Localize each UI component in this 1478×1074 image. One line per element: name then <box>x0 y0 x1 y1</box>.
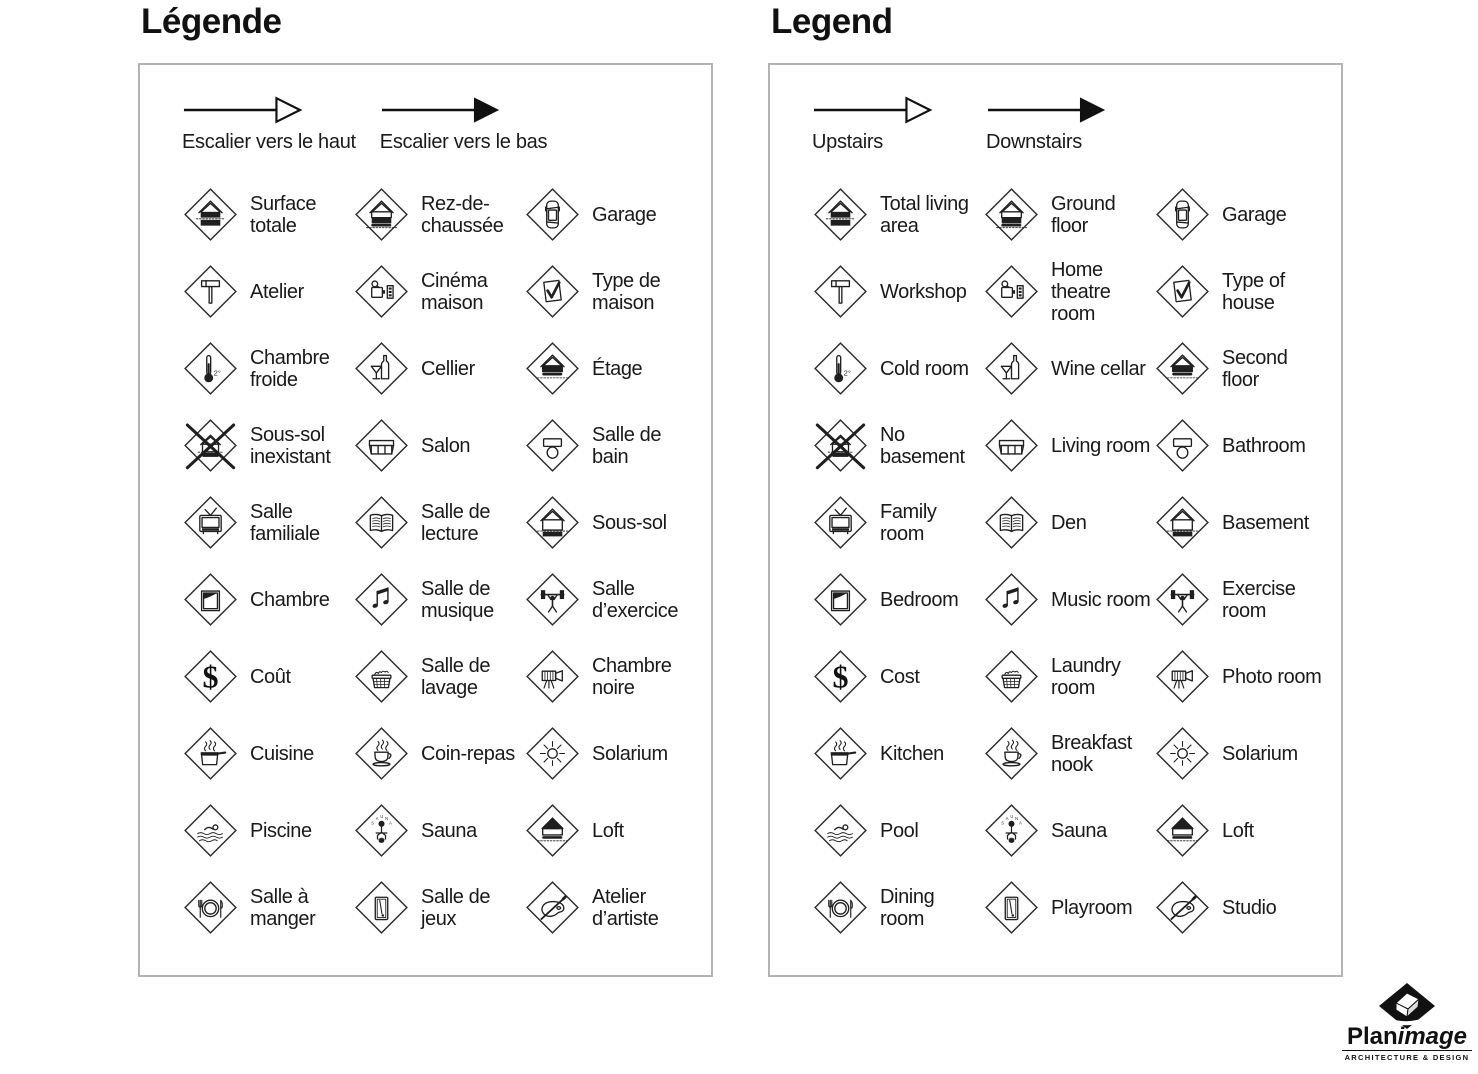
house-basement-icon <box>1154 494 1211 551</box>
legend-item-label: Music room <box>1051 588 1151 611</box>
legend-item <box>1154 484 1325 561</box>
legend-item <box>812 253 983 330</box>
legend-item-label: Solarium <box>592 742 668 765</box>
legend-item <box>1154 253 1325 330</box>
legend-item <box>182 792 353 869</box>
stair-arrow-label: Escalier vers le haut <box>182 131 356 153</box>
legend-item <box>524 330 695 407</box>
legend-item-label: Workshop <box>880 280 967 303</box>
legend-item <box>1154 792 1325 869</box>
legend-item-label: Salle à manger <box>250 885 316 930</box>
legend-item <box>983 869 1154 946</box>
legend-item <box>353 561 524 638</box>
svg-text:2°: 2° <box>843 368 851 378</box>
svg-text:A: A <box>389 820 392 826</box>
house-basement-icon <box>524 494 581 551</box>
plate-cutlery-icon <box>812 879 869 936</box>
svg-text:A: A <box>1019 820 1022 826</box>
sauna-person-icon <box>983 802 1040 859</box>
legend-item-label: Piscine <box>250 819 312 842</box>
crossed-basement-house-icon <box>182 417 239 474</box>
legend-item-label: Garage <box>592 203 657 226</box>
legend-item <box>812 715 983 792</box>
legend-item <box>1154 176 1325 253</box>
legend-item <box>983 407 1154 484</box>
legend-item-label: Den <box>1051 511 1087 534</box>
legend-item-label: Salle de lecture <box>421 500 491 545</box>
legend-title-fr: Légende <box>141 2 282 41</box>
laundry-basket-icon <box>353 648 410 705</box>
legend-item <box>983 330 1154 407</box>
legend-item <box>812 176 983 253</box>
svg-text:A: A <box>1005 815 1009 821</box>
legend-item <box>353 638 524 715</box>
legend-item <box>524 176 695 253</box>
dollar-sign-icon <box>182 648 239 705</box>
svg-text:2°: 2° <box>213 368 221 378</box>
wine-bottle-glass-icon <box>983 340 1040 397</box>
svg-text:$: $ <box>202 658 219 695</box>
legend-item-label: Sauna <box>421 819 477 842</box>
stair-arrow-item <box>812 95 962 154</box>
weightlifter-icon <box>1154 571 1211 628</box>
legend-item-label: Wine cellar <box>1051 357 1146 380</box>
stair-arrow-label: Downstairs <box>986 131 1082 153</box>
crossed-basement-house-icon <box>812 417 869 474</box>
legend-item-label: Pool <box>880 819 919 842</box>
legend-item <box>524 253 695 330</box>
house-second-floor-icon <box>524 340 581 397</box>
legend-item-label: Chambre froide <box>250 346 330 391</box>
legend-item-label: Bedroom <box>880 588 959 611</box>
legend-item <box>1154 638 1325 715</box>
legend-item <box>812 407 983 484</box>
toilet-icon <box>1154 417 1211 474</box>
billiard-table-icon <box>353 879 410 936</box>
legend-item <box>524 638 695 715</box>
svg-text:S: S <box>371 820 374 826</box>
checked-box-icon <box>524 263 581 320</box>
legend-item <box>524 484 695 561</box>
legend-title-en: Legend <box>771 2 893 41</box>
thermometer-icon <box>812 340 869 397</box>
legend-item <box>812 561 983 638</box>
legend-item <box>353 869 524 946</box>
coffee-cup-icon <box>353 725 410 782</box>
brand-plan: Plan <box>1346 1023 1398 1050</box>
stair-arrows-row <box>140 65 711 154</box>
svg-text:N: N <box>385 815 389 821</box>
legend-item <box>983 561 1154 638</box>
legend-item-label: Exercise room <box>1222 577 1296 622</box>
legend-item-label: Salle de lavage <box>421 654 491 699</box>
legend-item-label: Living room <box>1051 434 1150 457</box>
film-projector-icon <box>983 263 1040 320</box>
legend-item <box>353 407 524 484</box>
legend-item-label: Sous-sol <box>592 511 667 534</box>
brand-image: image <box>1397 1023 1468 1050</box>
stair-arrow-label: Upstairs <box>812 131 883 153</box>
legend-item-label: Sauna <box>1051 819 1107 842</box>
legend-item <box>983 638 1154 715</box>
legend-item-label: Surface totale <box>250 192 317 237</box>
open-book-icon <box>353 494 410 551</box>
legend-item <box>812 484 983 561</box>
steaming-pot-icon <box>182 725 239 782</box>
legend-item <box>983 715 1154 792</box>
music-notes-icon <box>983 571 1040 628</box>
legend-item-label: Breakfast nook <box>1051 731 1132 776</box>
legend-item <box>983 484 1154 561</box>
legend-item <box>1154 407 1325 484</box>
legend-item-label: Photo room <box>1222 665 1322 688</box>
svg-text:U: U <box>1010 814 1014 820</box>
television-icon <box>812 494 869 551</box>
legend-item <box>182 869 353 946</box>
legend-item <box>524 792 695 869</box>
plate-cutlery-icon <box>182 879 239 936</box>
legend-item <box>353 792 524 869</box>
legend-item-label: Salle de bain <box>592 423 662 468</box>
thermometer-icon <box>182 340 239 397</box>
legend-item-label: Second floor <box>1222 346 1288 391</box>
swimmer-icon <box>182 802 239 859</box>
legend-item-label: Studio <box>1222 896 1277 919</box>
house-all-floors-icon <box>182 186 239 243</box>
legend-item <box>812 869 983 946</box>
weightlifter-icon <box>524 571 581 628</box>
legend-item <box>983 792 1154 869</box>
legend-item <box>182 484 353 561</box>
stairs-up-arrow-icon <box>812 95 934 125</box>
sun-icon <box>524 725 581 782</box>
legend-item <box>524 561 695 638</box>
legend-item-label: Cold room <box>880 357 969 380</box>
legend-item <box>182 561 353 638</box>
film-projector-icon <box>353 263 410 320</box>
legend-item-label: No basement <box>880 423 965 468</box>
artist-palette-icon <box>1154 879 1211 936</box>
legend-item-label: Garage <box>1222 203 1287 226</box>
open-book-icon <box>983 494 1040 551</box>
sofa-icon <box>353 417 410 474</box>
legend-item-label: Kitchen <box>880 742 944 765</box>
legend-item-label: Loft <box>1222 819 1254 842</box>
legend-item-label: Cuisine <box>250 742 314 765</box>
legend-item <box>182 176 353 253</box>
legend-item-label: Cost <box>880 665 920 688</box>
sun-icon <box>1154 725 1211 782</box>
svg-text:$: $ <box>832 658 849 695</box>
legend-box-fr <box>138 63 713 977</box>
legend-item <box>353 253 524 330</box>
stair-arrows-row <box>770 65 1341 154</box>
legend-item <box>524 715 695 792</box>
stair-arrow-item <box>380 95 547 154</box>
planimage-brand <box>1336 1023 1478 1050</box>
legend-item <box>812 638 983 715</box>
house-loft-icon <box>524 802 581 859</box>
sauna-person-icon <box>353 802 410 859</box>
legend-item-label: Coin-repas <box>421 742 515 765</box>
steaming-pot-icon <box>812 725 869 782</box>
legend-item-label: Rez-de-chaussée <box>421 192 504 237</box>
dollar-sign-icon <box>812 648 869 705</box>
legend-item-label: Salle de musique <box>421 577 494 622</box>
legend-item <box>524 869 695 946</box>
legend-item-label: Solarium <box>1222 742 1298 765</box>
music-notes-icon <box>353 571 410 628</box>
car-top-view-icon <box>1154 186 1211 243</box>
legend-item <box>182 638 353 715</box>
legend-item-label: Loft <box>592 819 624 842</box>
legend-item-label: Étage <box>592 357 643 380</box>
legend-item <box>182 715 353 792</box>
legend-item <box>983 176 1154 253</box>
legend-item-label: Dining room <box>880 885 935 930</box>
legend-item-label: Family room <box>880 500 937 545</box>
legend-item <box>983 253 1154 330</box>
stairs-up-arrow-icon <box>182 95 304 125</box>
legend-item <box>353 484 524 561</box>
legend-item-label: Salon <box>421 434 471 457</box>
stair-arrow-item <box>986 95 1136 154</box>
house-all-floors-icon <box>812 186 869 243</box>
window-curtain-icon <box>812 571 869 628</box>
coffee-cup-icon <box>983 725 1040 782</box>
house-ground-floor-icon <box>983 186 1040 243</box>
checked-box-icon <box>1154 263 1211 320</box>
billiard-table-icon <box>983 879 1040 936</box>
legend-item-label: Playroom <box>1051 896 1133 919</box>
planimage-logo <box>1336 982 1478 1062</box>
legend-item <box>353 330 524 407</box>
legend-item-label: Cinéma maison <box>421 269 488 314</box>
car-top-view-icon <box>524 186 581 243</box>
legend-item-label: Salle familiale <box>250 500 320 545</box>
legend-item <box>182 407 353 484</box>
toilet-icon <box>524 417 581 474</box>
hammer-icon <box>812 263 869 320</box>
legend-grid-fr <box>140 176 711 946</box>
laundry-basket-icon <box>983 648 1040 705</box>
legend-item-label: Salle d’exercice <box>592 577 679 622</box>
legend-item <box>1154 715 1325 792</box>
svg-text:S: S <box>1001 820 1004 826</box>
svg-text:N: N <box>1015 815 1019 821</box>
legend-item-label: Ground floor <box>1051 192 1116 237</box>
legend-item-label: Basement <box>1222 511 1309 534</box>
legend-item <box>353 715 524 792</box>
legend-item <box>1154 561 1325 638</box>
house-second-floor-icon <box>1154 340 1211 397</box>
legend-item <box>1154 869 1325 946</box>
legend-item-label: Total living area <box>880 192 969 237</box>
svg-text:U: U <box>380 814 384 820</box>
legend-item <box>524 407 695 484</box>
legend-item-label: Type de maison <box>592 269 661 314</box>
planimage-tagline: ARCHITECTURE & DESIGN <box>1342 1050 1472 1062</box>
legend-item-label: Chambre <box>250 588 330 611</box>
stairs-down-arrow-icon <box>380 95 502 125</box>
legend-item-label: Home theatre room <box>1051 258 1111 325</box>
legend-item-label: Sous-sol inexistant <box>250 423 331 468</box>
legend-item-label: Coût <box>250 665 291 688</box>
wine-bottle-glass-icon <box>353 340 410 397</box>
legend-box-en <box>768 63 1343 977</box>
hammer-icon <box>182 263 239 320</box>
legend-item-label: Bathroom <box>1222 434 1306 457</box>
legend-item <box>812 792 983 869</box>
swimmer-icon <box>812 802 869 859</box>
stairs-down-arrow-icon <box>986 95 1108 125</box>
sofa-icon <box>983 417 1040 474</box>
legend-item-label: Chambre noire <box>592 654 672 699</box>
legend-item <box>812 330 983 407</box>
legend-item <box>353 176 524 253</box>
artist-palette-icon <box>524 879 581 936</box>
house-loft-icon <box>1154 802 1211 859</box>
legend-item <box>1154 330 1325 407</box>
window-curtain-icon <box>182 571 239 628</box>
stair-arrow-label: Escalier vers le bas <box>379 131 548 153</box>
svg-text:A: A <box>375 815 379 821</box>
television-icon <box>182 494 239 551</box>
legend-item-label: Salle de jeux <box>421 885 491 930</box>
movie-camera-tripod-icon <box>524 648 581 705</box>
legend-item-label: Cellier <box>421 357 475 380</box>
stair-arrow-item <box>182 95 356 154</box>
legend-grid-en <box>770 176 1341 946</box>
legend-item <box>182 253 353 330</box>
legend-item-label: Atelier d’artiste <box>592 885 659 930</box>
legend-item <box>182 330 353 407</box>
house-ground-floor-icon <box>353 186 410 243</box>
legend-item-label: Atelier <box>250 280 304 303</box>
legend-item-label: Type of house <box>1222 269 1285 314</box>
legend-item-label: Laundry room <box>1051 654 1121 699</box>
movie-camera-tripod-icon <box>1154 648 1211 705</box>
